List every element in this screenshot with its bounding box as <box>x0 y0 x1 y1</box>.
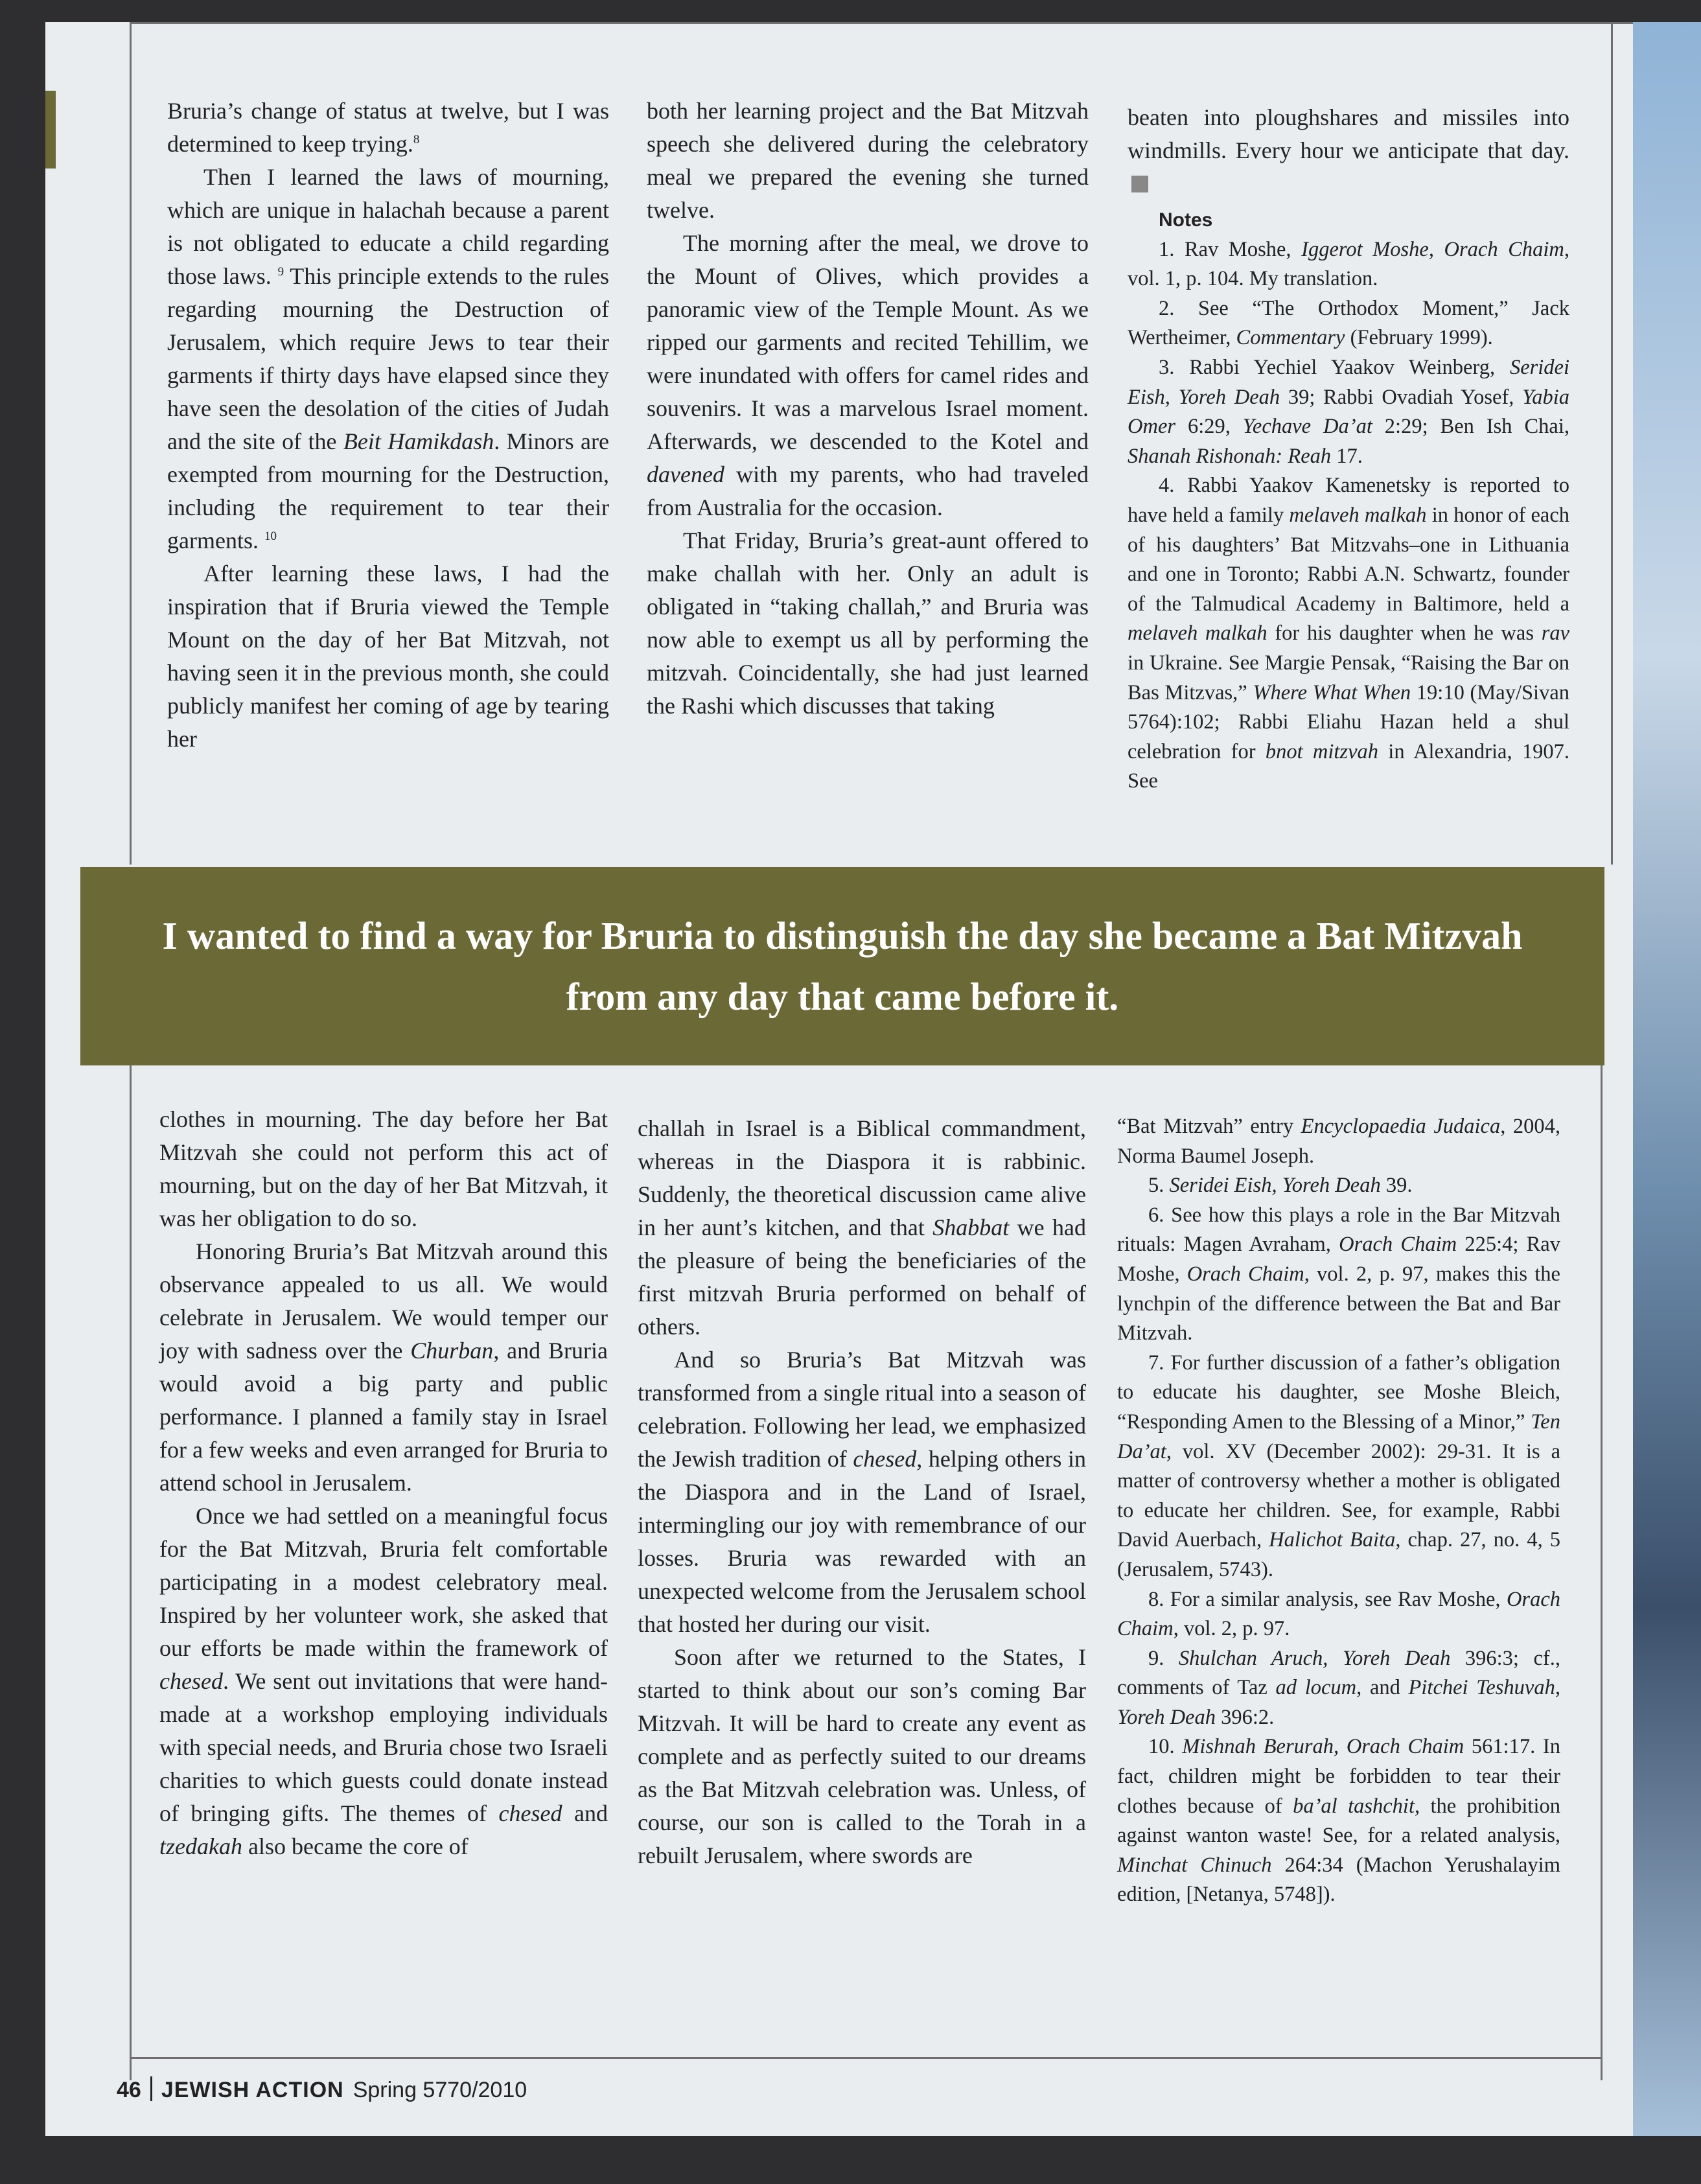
paragraph <box>1128 353 1569 471</box>
text-run: 396:3; cf., comments of Taz <box>1117 1646 1560 1700</box>
text-run: 1. Rav Moshe, <box>1159 237 1302 261</box>
paragraph <box>1117 1644 1560 1733</box>
text-run: 396:2. <box>1215 1705 1275 1729</box>
text-run: 561:17. In fact, children might be forbidden to tear their clothes because of <box>1117 1735 1561 1818</box>
italic-text: Shanah Rishonah: Reah <box>1128 444 1332 468</box>
frame-left-line-top <box>130 22 132 865</box>
footnote-ref: 8 <box>413 133 420 146</box>
text-run: clothes in mourning. The day before her Bat Mitzvah she could not perform this act of mourning, but on the day of her Bat Mitzvah, it was her obligation to do so. <box>159 1106 608 1231</box>
text-run: The morning after the meal, we drove to the Mount of Olives, which provides a panoramic view of the Temple Mount. As we ripped our garments and recited Tehillim, we were inundated with offers for camel rides and souvenirs. It was a marvelous Israel moment. Afterwards, we descended to the Kotel and <box>647 230 1089 454</box>
text-run: , vol. 2, p. 97, makes this the lynchpin of the difference between the Bat and Bar Mitzvah. <box>1117 1262 1560 1345</box>
text-run: 39; Rabbi Ovadiah Yosef, <box>1280 385 1523 409</box>
italic-text: Pitchei Teshuvah, Yoreh Deah <box>1117 1676 1560 1729</box>
adjacent-page-photo-edge <box>1633 22 1701 2136</box>
italic-text: Where What When <box>1253 680 1411 704</box>
footnote-ref: 10 <box>264 529 277 543</box>
paragraph <box>167 557 609 756</box>
paragraph <box>647 524 1089 723</box>
text-run: 39. <box>1380 1174 1413 1198</box>
paragraph <box>647 227 1089 524</box>
italic-text: Encyclopaedia Judaica <box>1301 1115 1501 1138</box>
italic-text: davened <box>647 461 724 487</box>
end-of-article-mark <box>1131 176 1148 192</box>
italic-text: tzedakah <box>159 1833 242 1859</box>
italic-text: Orach Chaim <box>1186 1262 1304 1286</box>
text-run: 19:10 (May/Sivan 5764):102; Rabbi Eliahu Hazan held a shul celebration for <box>1128 680 1570 763</box>
italic-text: melaveh malkah <box>1289 503 1427 527</box>
italic-text: rav <box>1541 622 1570 645</box>
paragraph <box>1117 1585 1560 1644</box>
text-run: Soon after we returned to the States, I started to think about our son’s coming Bar Mitzvah. It will be hard to create any event as complete and as perfectly suited to our dreams as the Bat Mitzvah celebration was. Unless, of course, our son is called to the Torah in a rebuilt Jerusalem, where swords are <box>638 1644 1086 1868</box>
bottom-column-1 <box>159 1103 608 1863</box>
footer-divider <box>150 2076 152 2101</box>
pull-quote-banner <box>80 867 1604 1065</box>
text-run: 2:29; Ben Ish Chai, <box>1372 415 1569 439</box>
text-run: with my parents, who had traveled from Australia for the occasion. <box>647 461 1089 520</box>
text-run: Bruria’s change of status at twelve, but I was determined to keep trying. <box>167 98 609 157</box>
italic-text: Iggerot Moshe, Orach Chaim <box>1301 237 1564 261</box>
bottom-column-2 <box>638 1112 1086 1872</box>
italic-text: bnot mitzvah <box>1265 739 1379 763</box>
text-run: 3. Rabbi Yechiel Yaakov Weinberg, <box>1159 355 1510 379</box>
text-run: in honor of each of his daughters’ Bat Mitzvahs–one in Lithuania and one in Toronto; Rabbi A.N. Schwartz, founder of the Talmudical Academy in Baltimore, held a <box>1128 503 1570 616</box>
italic-text: chesed <box>159 1668 223 1694</box>
italic-text: chesed <box>853 1446 917 1472</box>
italic-text: melaveh malkah <box>1128 622 1267 645</box>
paragraph <box>1128 471 1569 796</box>
text-run: . Minors are exempted from mourning for the Destruction, including the requirement to tear their garments. <box>167 428 609 553</box>
italic-text: Orach Chaim <box>1117 1587 1560 1641</box>
text-run: , vol. 1, p. 104. My translation. <box>1128 237 1569 291</box>
paragraph <box>167 95 609 161</box>
text-run: Once we had settled on a meaningful focus for the Bat Mitzvah, Bruria felt comfortable participating in a modest celebratory meal. Inspired by her volunteer work, she asked that our efforts be made within the framework of <box>159 1503 608 1661</box>
text-run: beaten into ploughshares and missiles into windmills. Every hour we anticipate that day. <box>1128 104 1569 163</box>
bottom-column-3-notes <box>1117 1112 1560 1910</box>
italic-text: Orach Chaim <box>1339 1233 1457 1257</box>
text-run: 2. See “The Orthodox Moment,” Jack Wertheimer, <box>1128 296 1569 350</box>
text-run: 10. <box>1148 1735 1183 1759</box>
text-run: 225:4; Rav Moshe, <box>1117 1233 1560 1286</box>
paragraph <box>1128 101 1569 200</box>
text-run: , the prohibition against wanton waste! See, for a related analysis, <box>1117 1794 1560 1848</box>
frame-bottom-line <box>130 2057 1603 2059</box>
paragraph <box>159 1103 608 1235</box>
text-run: Honoring Bruria’s Bat Mitzvah around this observance appealed to us all. We would celebrate in Jerusalem. We would temper our joy with sadness over the <box>159 1238 608 1364</box>
article-ending <box>1128 101 1569 200</box>
notes-heading: Notes <box>1159 209 1213 231</box>
text-run: 8. For a similar analysis, see Rav Moshe, <box>1148 1587 1507 1611</box>
italic-text: Halichot Baita <box>1269 1528 1396 1552</box>
magazine-name: JEWISH ACTION <box>161 2078 344 2102</box>
text-run: 17. <box>1331 444 1363 468</box>
paragraph <box>647 95 1089 227</box>
paragraph <box>1117 1201 1560 1349</box>
italic-text: Churban <box>410 1338 494 1364</box>
text-run: , and Bruria would avoid a big party and public performance. I planned a family stay in Israel for a few weeks and even arranged for Bruria to attend school in Jerusalem. <box>159 1338 608 1496</box>
italic-text: Shabbat <box>932 1214 1010 1240</box>
text-run: 7. For further discussion of a father’s obligation to educate his daughter, see Moshe Bleich, “Responding Amen to the Blessing of a Minor,” <box>1117 1351 1560 1434</box>
text-run: 5. <box>1148 1174 1170 1198</box>
italic-text: Commentary <box>1236 326 1345 350</box>
italic-text: Seridei Eish, Yoreh Deah <box>1128 355 1569 409</box>
paragraph <box>1117 1171 1560 1201</box>
text-run: . We sent out invitations that were hand-made at a workshop employing individuals with special needs, and Bruria chose two Israeli charities to which guests could donate instead of bringing gifts. The themes of <box>159 1668 608 1826</box>
italic-text: Yechave Da’at <box>1242 415 1372 439</box>
frame-top-line <box>130 22 1665 24</box>
italic-text: Shulchan Aruch, Yoreh Deah <box>1178 1646 1451 1670</box>
text-run: , vol. XV (December 2002): 29-31. It is a matter of controversy whether a mother is obligated to educate her children. See, for example, Rabbi David Auerbach, <box>1117 1439 1560 1552</box>
text-run: And so Bruria’s Bat Mitzvah was transformed from a single ritual into a season of celebration. Following her lead, we emphasized the Jewish tradition of <box>638 1347 1086 1472</box>
top-column-3 <box>1128 101 1569 796</box>
paragraph <box>638 1641 1086 1872</box>
text-run: in Ukraine. See Margie Pensak, “Raising the Bar on Bas Mitzvas,” <box>1128 651 1569 704</box>
text-run: 6. See how this plays a role in the Bar Mitzvah rituals: Magen Avraham, <box>1117 1203 1560 1257</box>
text-run: 264:34 (Machon Yerushalayim edition, [Netanya, 5748]). <box>1117 1853 1560 1907</box>
italic-text: Ten Da’at <box>1117 1410 1560 1463</box>
italic-text: Seridei Eish, Yoreh Deah <box>1169 1174 1381 1198</box>
italic-text: Minchat Chinuch <box>1117 1853 1272 1877</box>
text-run: This principle extends to the rules regarding mourning the Destruction of Jerusalem, which require Jews to tear their garments if thirty days have elapsed since they have seen the desolation of the cities of Judah and the site of the <box>167 263 610 454</box>
text-run: and <box>562 1800 608 1826</box>
italic-text: Mishnah Berurah, Orach Chaim <box>1182 1735 1464 1759</box>
top-column-2 <box>647 95 1089 723</box>
text-run: Then I learned the laws of mourning, which are unique in halachah because a parent is not obligated to educate a child regarding those laws. <box>167 164 609 289</box>
page-footer <box>117 2076 527 2103</box>
frame-left-line-bottom <box>130 1065 132 2080</box>
notes-section <box>1128 205 1569 796</box>
text-run: , and <box>1356 1676 1409 1700</box>
text-run: After learning these laws, I had the inspiration that if Bruria viewed the Temple Mount on the day of her Bat Mitzvah, not having seen it in the previous month, she could publicly manifest her coming of age by tearing her <box>167 561 609 752</box>
pull-quote-text: I wanted to find a way for Bruria to distinguish the day she became a Bat Mitzvah from any day that came before it. <box>162 914 1523 1018</box>
paragraph <box>638 1112 1086 1343</box>
text-run: (February 1999). <box>1345 326 1493 350</box>
paragraph <box>1117 1732 1560 1910</box>
paragraph <box>159 1235 608 1500</box>
paragraph <box>1128 294 1569 353</box>
paragraph <box>638 1343 1086 1641</box>
paragraph <box>1117 1349 1560 1585</box>
text-run: 9. <box>1148 1646 1179 1670</box>
text-run: , chap. 27, no. 4, 5 (Jerusalem, 5743). <box>1117 1528 1560 1581</box>
text-run: That Friday, Bruria’s great-aunt offered to make challah with her. Only an adult is obligated in “taking challah,” and Bruria was now able to exempt us all by performing the mitzvah. Coincidentally, she had just learned the Rashi which discusses that taking <box>647 528 1089 719</box>
issue-date: Spring 5770/2010 <box>353 2078 527 2102</box>
text-run: , helping others in the Diaspora and in the Land of Israel, intermingling our joy with remembrance of our losses. Bruria was rewarded with an unexpected welcome from the Jerusalem school that hosted her during our visit. <box>638 1446 1086 1637</box>
notes-list-top <box>1128 235 1569 796</box>
italic-text: chesed <box>498 1800 562 1826</box>
text-run: , 2004, Norma Baumel Joseph. <box>1117 1115 1560 1168</box>
paragraph <box>167 161 609 557</box>
top-column-1 <box>167 95 609 756</box>
text-run: for his daughter when he was <box>1267 622 1542 645</box>
italic-text: Yabia Omer <box>1128 385 1569 439</box>
footnote-ref: 9 <box>277 265 284 279</box>
text-run: “Bat Mitzvah” entry <box>1117 1115 1301 1138</box>
text-run: , vol. 2, p. 97. <box>1173 1617 1290 1641</box>
italic-text: ba’al tashchit <box>1293 1794 1415 1818</box>
text-run: both her learning project and the Bat Mitzvah speech she delivered during the celebratory meal we prepared the evening she turned twelve. <box>647 98 1089 223</box>
page-number: 46 <box>117 2078 141 2102</box>
italic-text: ad locum <box>1275 1676 1357 1700</box>
paragraph <box>1128 235 1569 294</box>
text-run: in Alexandria, 1907. See <box>1128 739 1569 793</box>
paragraph <box>1117 1112 1560 1171</box>
text-run: 6:29, <box>1175 415 1243 439</box>
section-color-tab <box>45 91 56 168</box>
frame-right-line-bottom <box>1601 1065 1603 2080</box>
text-run: 4. Rabbi Yaakov Kamenetsky is reported to have held a family <box>1128 474 1569 527</box>
italic-text: Beit Hamikdash <box>343 428 494 454</box>
text-run: also became the core of <box>242 1833 469 1859</box>
text-run: we had the pleasure of being the beneficiaries of the first mitzvah Bruria performed on behalf of others. <box>638 1214 1086 1340</box>
paragraph <box>159 1500 608 1863</box>
frame-right-line-top <box>1611 22 1613 865</box>
text-run: challah in Israel is a Biblical commandment, whereas in the Diaspora it is rabbinic. Suddenly, the theoretical discussion came alive in her aunt’s kitchen, and that <box>638 1115 1086 1240</box>
